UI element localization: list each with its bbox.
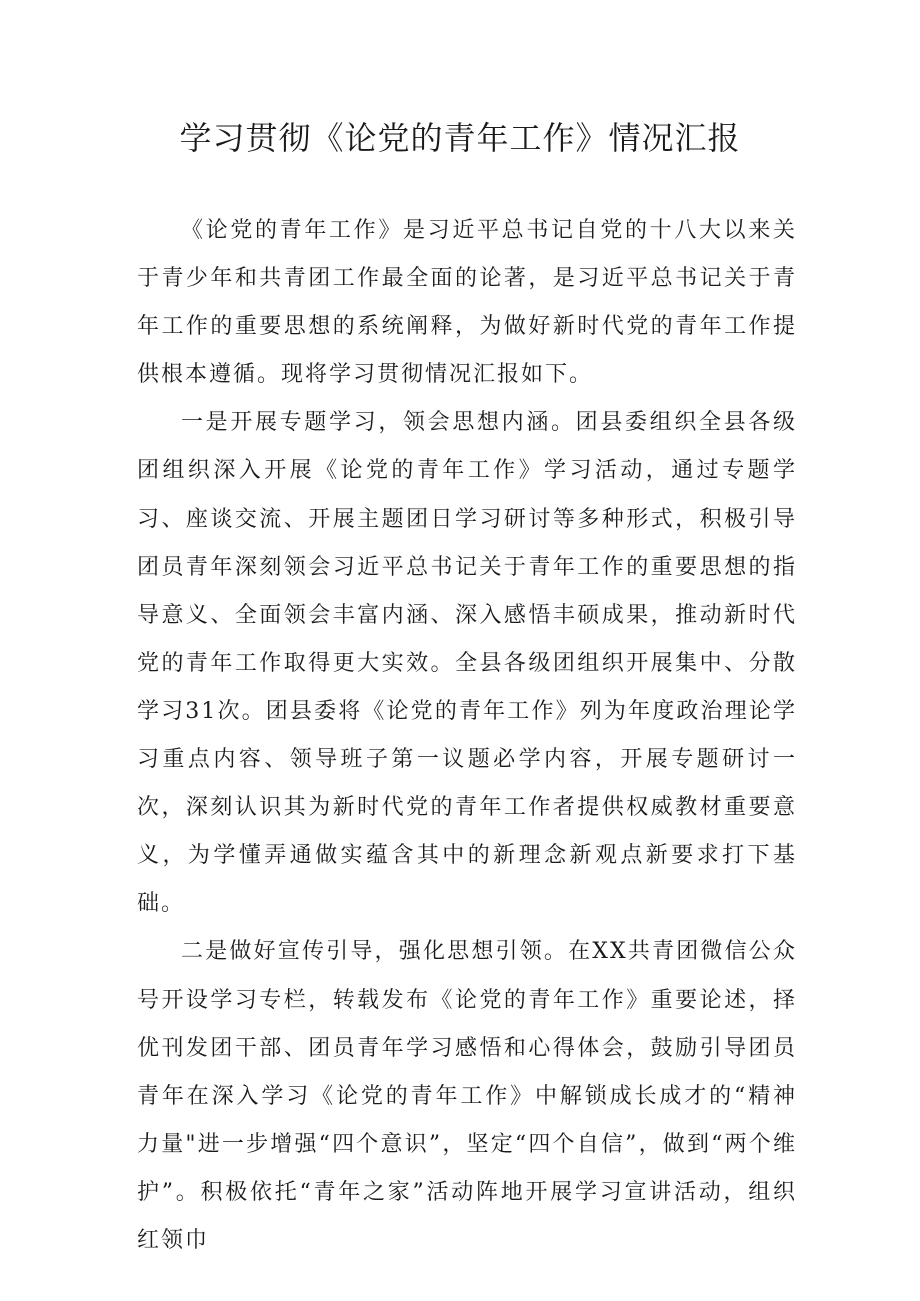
document-title: 学习贯彻《论党的青年工作》情况汇报 [179,119,741,157]
document-body [137,207,797,1265]
paragraph-study: 一是开展专题学习，领会思想内涵。团县委组织全县各级团组织深入开展《论党的青年工作》学习活动，通过专题学习、座谈交流、开展主题团日学习研讨等多种形式，积极引导团员青年深刻领会习近平总书记关于青年工作的重要思想的指导意义、全面领会丰富内涵、深入感悟丰硕成果，推动新时代党的青年工作取得更大实效。全县各级团组织开展集中、分散学习31次。团县委将《论党的青年工作》列为年度政治理论学习重点内容、领导班子第一议题必学内容，开展专题研讨一次，深刻认识其为新时代党的青年工作者提供权威教材重要意义，为学懂弄通做实蕴含其中的新理念新观点新要求打下基础。 [137,410,797,917]
paragraph-publicity: 二是做好宣传引导，强化思想引领。在XX共青团微信公众号开设学习专栏，转载发布《论党的青年工作》重要论述，择优刊发团干部、团员青年学习感悟和心得体会，鼓励引导团员青年在深入学习《论党的青年工作》中解锁成长成才的“精神力量"进一步增强“四个意识”，坚定“四个自信”，做到“两个维护”。积极依托“青年之家”活动阵地开展学习宣讲活动，组织红领巾 [137,939,797,1253]
paragraph-intro: 《论党的青年工作》是习近平总书记自党的十八大以来关于青少年和共青团工作最全面的论著，是习近平总书记关于青年工作的重要思想的系统阐释，为做好新时代党的青年工作提供根本遵循。现将学习贯彻情况汇报如下。 [137,218,797,388]
